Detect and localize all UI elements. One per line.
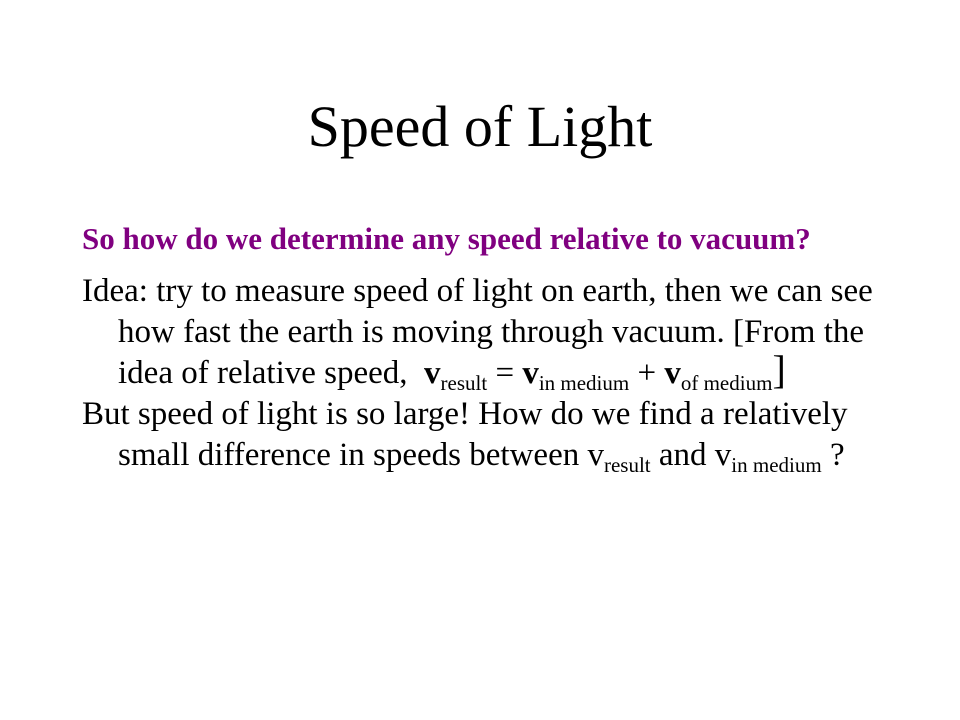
q2-end-text: ? — [821, 437, 845, 473]
v-of-medium-symbol: v — [664, 355, 681, 391]
question-paragraph: So how do we determine any speed relative to vacuum? — [82, 221, 811, 256]
q2-in-medium-subscript: in medium — [731, 453, 822, 477]
closing-bracket: ] — [772, 347, 786, 392]
slide-body — [82, 218, 882, 476]
v-in-medium-subscript: in medium — [538, 371, 630, 395]
idea-text: Idea: try to measure speed of light on earth, then we can see how fast the earth is moving through vacuum. [From the idea of relative speed, — [82, 273, 873, 391]
q2-result-subscript: result — [603, 453, 651, 477]
plus-sign: + — [629, 355, 665, 391]
v-of-medium-subscript: of medium — [680, 371, 773, 395]
v-in-medium-symbol: v — [522, 355, 539, 391]
v-result-subscript: result — [440, 371, 488, 395]
question2-paragraph — [82, 394, 882, 476]
question2-text: But speed of light is so large! How do we find a relatively small difference in speeds between v — [82, 396, 848, 473]
v-result-symbol: v — [424, 355, 441, 391]
idea-paragraph — [82, 271, 882, 394]
q2-mid-text: and v — [650, 437, 732, 473]
slide-title: Speed of Light — [307, 94, 653, 159]
equals-sign: = — [487, 355, 523, 391]
